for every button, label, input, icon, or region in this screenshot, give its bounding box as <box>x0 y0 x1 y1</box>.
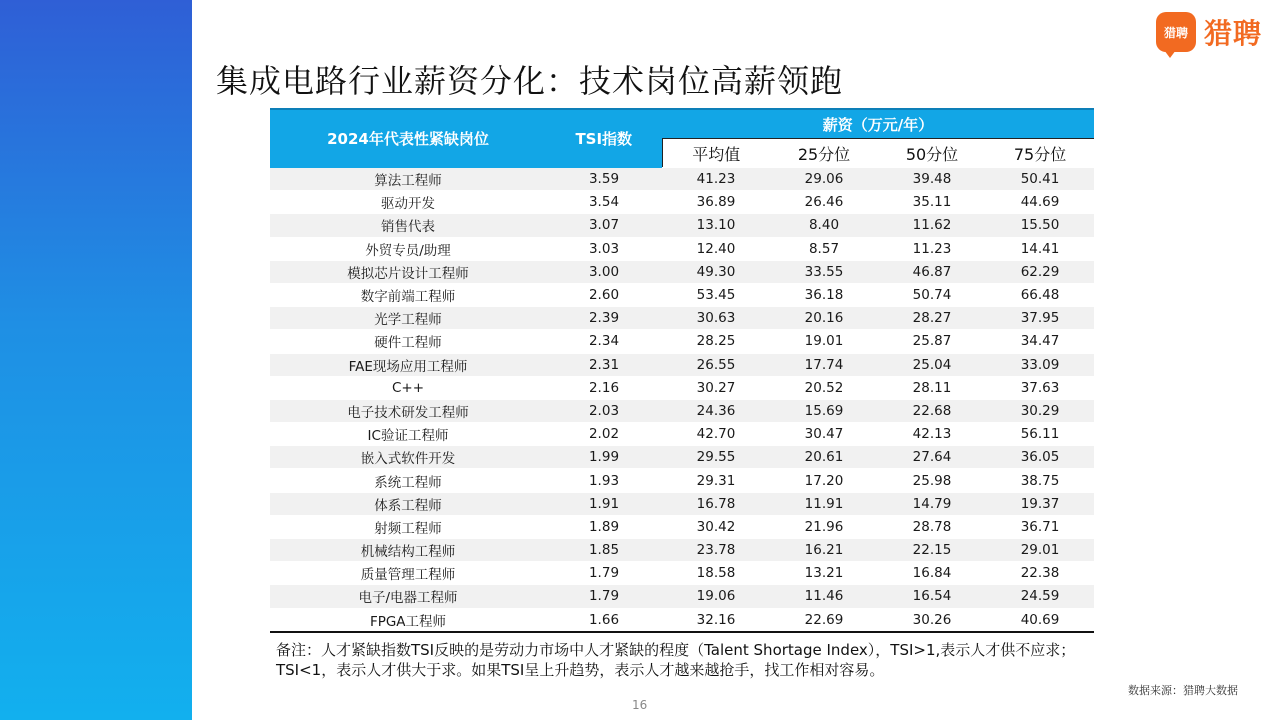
cell-p50: 11.62 <box>878 214 986 237</box>
cell-position: 算法工程师 <box>270 168 546 191</box>
cell-tsi: 1.79 <box>546 585 662 608</box>
cell-average: 32.16 <box>662 608 770 632</box>
cell-p25: 13.21 <box>770 562 878 585</box>
cell-position: IC验证工程师 <box>270 423 546 446</box>
cell-p50: 28.11 <box>878 376 986 399</box>
cell-tsi: 1.85 <box>546 539 662 562</box>
table-row <box>270 307 1094 330</box>
cell-p50: 16.54 <box>878 585 986 608</box>
cell-p25: 20.61 <box>770 446 878 469</box>
cell-position: 机械结构工程师 <box>270 539 546 562</box>
cell-position: 射频工程师 <box>270 515 546 538</box>
cell-p50: 50.74 <box>878 283 986 306</box>
table-row <box>270 446 1094 469</box>
speech-bubble-logo-icon <box>1156 12 1196 52</box>
cell-tsi: 1.99 <box>546 446 662 469</box>
cell-p75: 34.47 <box>986 330 1094 353</box>
subheader-p50: 50分位 <box>878 139 986 168</box>
cell-tsi: 2.60 <box>546 283 662 306</box>
cell-p25: 29.06 <box>770 168 878 191</box>
table-row <box>270 469 1094 492</box>
cell-p50: 42.13 <box>878 423 986 446</box>
cell-average: 30.27 <box>662 376 770 399</box>
subheader-p25: 25分位 <box>770 139 878 168</box>
cell-position: 系统工程师 <box>270 469 546 492</box>
cell-p50: 22.68 <box>878 399 986 422</box>
subheader-p75: 75分位 <box>986 139 1094 168</box>
cell-p50: 25.98 <box>878 469 986 492</box>
cell-p75: 33.09 <box>986 353 1094 376</box>
cell-tsi: 2.34 <box>546 330 662 353</box>
table-row <box>270 260 1094 283</box>
cell-position: 电子技术研发工程师 <box>270 399 546 422</box>
cell-tsi: 3.59 <box>546 168 662 191</box>
cell-p75: 29.01 <box>986 539 1094 562</box>
cell-tsi: 2.39 <box>546 307 662 330</box>
header-position: 2024年代表性紧缺岗位 <box>270 109 546 168</box>
cell-p25: 15.69 <box>770 399 878 422</box>
table-row <box>270 492 1094 515</box>
cell-p50: 27.64 <box>878 446 986 469</box>
cell-average: 26.55 <box>662 353 770 376</box>
cell-p25: 21.96 <box>770 515 878 538</box>
cell-average: 41.23 <box>662 168 770 191</box>
table-row <box>270 353 1094 376</box>
cell-position: FPGA工程师 <box>270 608 546 632</box>
cell-position: 嵌入式软件开发 <box>270 446 546 469</box>
brand-logo <box>1156 12 1262 52</box>
cell-p25: 19.01 <box>770 330 878 353</box>
cell-p75: 37.95 <box>986 307 1094 330</box>
cell-p75: 56.11 <box>986 423 1094 446</box>
header-tsi: TSI指数 <box>546 109 662 168</box>
cell-average: 28.25 <box>662 330 770 353</box>
cell-p50: 39.48 <box>878 168 986 191</box>
cell-position: 体系工程师 <box>270 492 546 515</box>
table-row <box>270 376 1094 399</box>
table-row <box>270 423 1094 446</box>
data-source: 数据来源：猎聘大数据 <box>1128 684 1238 697</box>
cell-p25: 36.18 <box>770 283 878 306</box>
cell-p25: 8.40 <box>770 214 878 237</box>
cell-p75: 22.38 <box>986 562 1094 585</box>
cell-p75: 66.48 <box>986 283 1094 306</box>
cell-average: 23.78 <box>662 539 770 562</box>
page-title: 集成电路行业薪资分化：技术岗位高薪领跑 <box>216 62 844 100</box>
cell-p50: 46.87 <box>878 260 986 283</box>
table-body <box>270 168 1094 632</box>
cell-position: 光学工程师 <box>270 307 546 330</box>
cell-position: 电子/电器工程师 <box>270 585 546 608</box>
cell-p75: 15.50 <box>986 214 1094 237</box>
cell-average: 16.78 <box>662 492 770 515</box>
cell-tsi: 1.79 <box>546 562 662 585</box>
cell-tsi: 2.31 <box>546 353 662 376</box>
cell-p75: 36.71 <box>986 515 1094 538</box>
cell-tsi: 1.89 <box>546 515 662 538</box>
cell-p50: 22.15 <box>878 539 986 562</box>
cell-p75: 19.37 <box>986 492 1094 515</box>
table-row <box>270 283 1094 306</box>
cell-p50: 30.26 <box>878 608 986 632</box>
subheader-average: 平均值 <box>662 139 770 168</box>
cell-average: 18.58 <box>662 562 770 585</box>
cell-p25: 11.91 <box>770 492 878 515</box>
cell-p25: 26.46 <box>770 191 878 214</box>
footnote: 备注：人才紧缺指数TSI反映的是劳动力市场中人才紧缺的程度（Talent Shortage Index），TSI>1,表示人才供不应求；TSI<1，表示人才供大于求。如果TSI呈上升趋势，表示人才越来越抢手，找工作相对容易。 <box>276 641 1076 679</box>
table-row <box>270 214 1094 237</box>
cell-position: 销售代表 <box>270 214 546 237</box>
cell-p75: 50.41 <box>986 168 1094 191</box>
table-row <box>270 562 1094 585</box>
cell-average: 13.10 <box>662 214 770 237</box>
logo-badge-text: 猎聘 <box>1163 25 1188 40</box>
cell-p75: 36.05 <box>986 446 1094 469</box>
cell-p50: 14.79 <box>878 492 986 515</box>
salary-table <box>270 108 1094 633</box>
cell-p75: 14.41 <box>986 237 1094 260</box>
cell-p75: 40.69 <box>986 608 1094 632</box>
cell-average: 30.42 <box>662 515 770 538</box>
table-row <box>270 585 1094 608</box>
cell-p50: 16.84 <box>878 562 986 585</box>
cell-tsi: 2.02 <box>546 423 662 446</box>
cell-p25: 17.74 <box>770 353 878 376</box>
cell-tsi: 1.93 <box>546 469 662 492</box>
cell-tsi: 2.16 <box>546 376 662 399</box>
cell-average: 19.06 <box>662 585 770 608</box>
cell-average: 30.63 <box>662 307 770 330</box>
cell-position: 数字前端工程师 <box>270 283 546 306</box>
cell-p25: 33.55 <box>770 260 878 283</box>
side-gradient-band <box>0 0 192 720</box>
table-row <box>270 191 1094 214</box>
page-number: 16 <box>632 698 648 712</box>
cell-position: 质量管理工程师 <box>270 562 546 585</box>
cell-tsi: 3.03 <box>546 237 662 260</box>
cell-p50: 11.23 <box>878 237 986 260</box>
cell-p75: 62.29 <box>986 260 1094 283</box>
table-row <box>270 237 1094 260</box>
cell-tsi: 2.03 <box>546 399 662 422</box>
cell-p75: 44.69 <box>986 191 1094 214</box>
cell-tsi: 1.91 <box>546 492 662 515</box>
cell-average: 53.45 <box>662 283 770 306</box>
cell-average: 49.30 <box>662 260 770 283</box>
cell-position: 驱动开发 <box>270 191 546 214</box>
cell-p50: 28.27 <box>878 307 986 330</box>
cell-p25: 16.21 <box>770 539 878 562</box>
cell-p75: 24.59 <box>986 585 1094 608</box>
cell-p50: 25.87 <box>878 330 986 353</box>
header-salary-group: 薪资（万元/年） <box>662 109 1094 139</box>
cell-tsi: 3.54 <box>546 191 662 214</box>
logo-wordmark: 猎聘 <box>1204 17 1263 50</box>
cell-average: 29.55 <box>662 446 770 469</box>
cell-tsi: 1.66 <box>546 608 662 632</box>
cell-tsi: 3.07 <box>546 214 662 237</box>
cell-p25: 22.69 <box>770 608 878 632</box>
table-row <box>270 539 1094 562</box>
cell-position: FAE现场应用工程师 <box>270 353 546 376</box>
table-row <box>270 608 1094 632</box>
cell-p25: 20.16 <box>770 307 878 330</box>
cell-p75: 37.63 <box>986 376 1094 399</box>
cell-average: 29.31 <box>662 469 770 492</box>
cell-position: 硬件工程师 <box>270 330 546 353</box>
cell-average: 36.89 <box>662 191 770 214</box>
cell-tsi: 3.00 <box>546 260 662 283</box>
cell-p25: 11.46 <box>770 585 878 608</box>
cell-p25: 20.52 <box>770 376 878 399</box>
cell-p50: 25.04 <box>878 353 986 376</box>
cell-position: 模拟芯片设计工程师 <box>270 260 546 283</box>
table-row <box>270 330 1094 353</box>
cell-p50: 35.11 <box>878 191 986 214</box>
cell-average: 24.36 <box>662 399 770 422</box>
cell-p25: 30.47 <box>770 423 878 446</box>
cell-p25: 17.20 <box>770 469 878 492</box>
cell-position: C++ <box>270 376 546 399</box>
cell-p75: 30.29 <box>986 399 1094 422</box>
cell-average: 12.40 <box>662 237 770 260</box>
cell-position: 外贸专员/助理 <box>270 237 546 260</box>
table-row <box>270 399 1094 422</box>
table-header-row <box>270 109 1094 139</box>
table-row <box>270 515 1094 538</box>
cell-p50: 28.78 <box>878 515 986 538</box>
cell-average: 42.70 <box>662 423 770 446</box>
table-row <box>270 168 1094 191</box>
cell-p75: 38.75 <box>986 469 1094 492</box>
cell-p25: 8.57 <box>770 237 878 260</box>
